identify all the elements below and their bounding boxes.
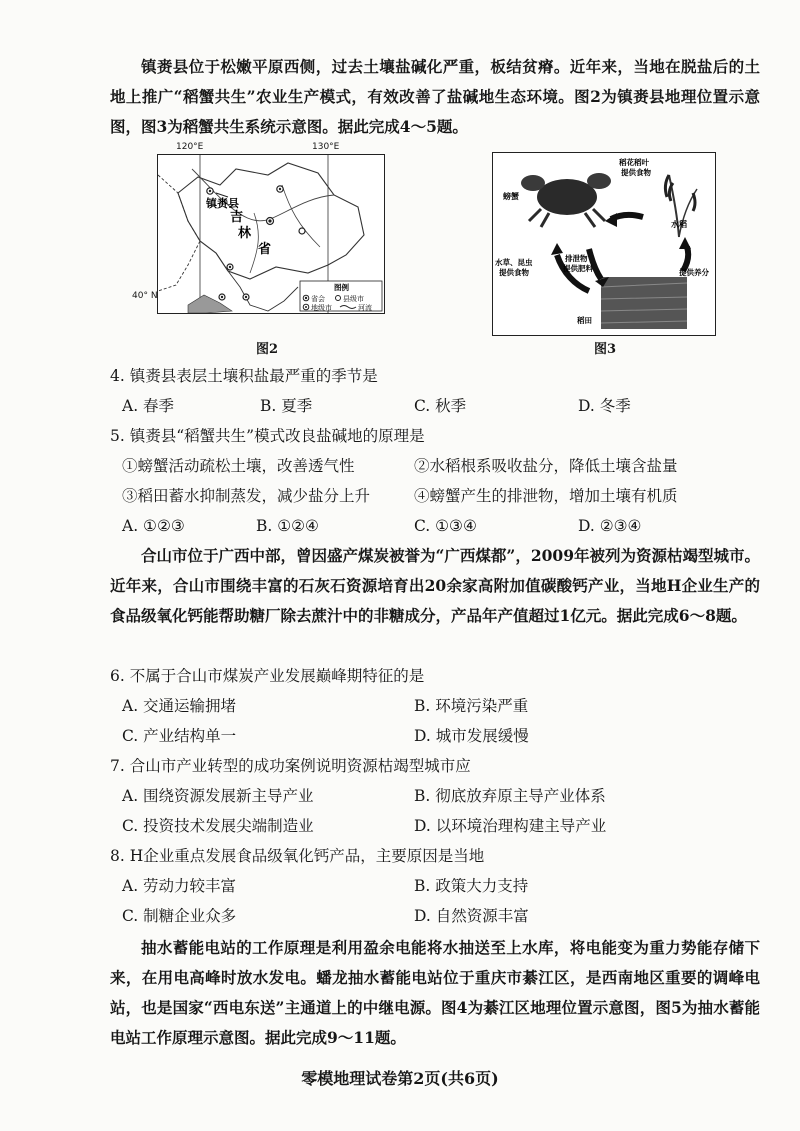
question-7-option-a[interactable]: A. 围绕资源发展新主导产业 [122, 787, 314, 805]
label-nutrients: 提供养分 [679, 268, 709, 277]
question-5-statement-3: ③稻田蓄水抑制蒸发，减少盐分上升 [122, 487, 371, 505]
question-6-option-b[interactable]: B. 环境污染严重 [414, 697, 529, 715]
question-6-stem: 6. 不属于合山市煤炭产业发展巅峰期特征的是 [110, 667, 425, 685]
question-7-stem: 7. 合山市产业转型的成功案例说明资源枯竭型城市应 [110, 757, 471, 775]
legend-county: 县级市 [343, 295, 364, 303]
question-5-option-d[interactable]: D. ②③④ [578, 517, 642, 535]
river-3 [282, 185, 320, 247]
legend-prefecture: 地级市 [311, 304, 332, 312]
question-5-option-a[interactable]: A. ①②③ [122, 517, 185, 535]
river-1 [192, 169, 334, 221]
question-8-stem: 8. H企业重点发展食品级氧化钙产品，主要原因是当地 [110, 847, 485, 865]
province-label-lin: 林 [238, 226, 252, 241]
county-label: 镇赉县 [206, 197, 239, 210]
question-4-option-a[interactable]: A. 春季 [122, 397, 175, 415]
label-rice-flower-food: 提供食物 [621, 168, 651, 177]
figure-3-rice-crab [492, 152, 716, 336]
province-label-ji: 吉 [230, 210, 244, 225]
map-drawing [158, 155, 384, 313]
province-label-sheng: 省 [258, 242, 272, 257]
question-4-option-b[interactable]: B. 夏季 [260, 397, 313, 415]
question-8-option-c[interactable]: C. 制糖企业众多 [122, 907, 237, 925]
question-7-option-b[interactable]: B. 彻底放弃原主导产业体系 [414, 787, 606, 805]
label-weeds-insects: 水草、昆虫 [495, 258, 533, 267]
question-5-stem: 5. 镇赉县“稻蟹共生”模式改良盐碱地的原理是 [110, 427, 425, 445]
lon-label-120: 120°E [176, 142, 204, 152]
question-5-option-b[interactable]: B. ①②④ [256, 517, 319, 535]
question-5-statement-1: ①螃蟹活动疏松土壤，改善透气性 [122, 457, 355, 475]
figure-2-map [157, 154, 385, 314]
question-4-stem: 4. 镇赉县表层土壤积盐最严重的季节是 [110, 367, 378, 385]
label-rice: 水稻 [671, 220, 687, 229]
legend-title: 图例 [334, 283, 349, 292]
label-fertilizer: 提供肥料 [563, 264, 593, 273]
legend-river: 河流 [358, 304, 372, 312]
question-6-option-a[interactable]: A. 交通运输拥堵 [122, 697, 237, 715]
question-6-option-c[interactable]: C. 产业结构单一 [122, 727, 237, 745]
question-4-option-d[interactable]: D. 冬季 [578, 397, 631, 415]
lat-label-40: 40° N [132, 291, 158, 301]
question-7-option-c[interactable]: C. 投资技术发展尖端制造业 [122, 817, 314, 835]
label-rice-flower: 稻花稻叶 [619, 158, 649, 167]
page-footer: 零模地理试卷第2页(共6页) [301, 1069, 499, 1088]
figure-3-caption: 图3 [594, 342, 617, 357]
label-crab: 螃蟹 [503, 192, 519, 201]
question-5-statement-2: ②水稻根系吸收盐分，降低土壤含盐量 [414, 457, 678, 475]
legend-capital: 省会 [311, 295, 325, 303]
question-5-option-c[interactable]: C. ①③④ [414, 517, 477, 535]
label-weeds-food: 提供食物 [499, 268, 529, 277]
city-marker [299, 228, 305, 234]
label-excrement: 排泄物 [565, 254, 588, 263]
lon-label-130: 130°E [312, 142, 340, 152]
liaoning-outline [216, 253, 298, 311]
question-7-option-d[interactable]: D. 以环境治理构建主导产业 [414, 817, 607, 835]
intro-paragraph-zhenlai: 镇赉县位于松嫩平原西侧，过去土壤盐碱化严重，板结贫瘠。近年来，当地在脱盐后的土地上推广“稻蟹共生”农业生产模式，有效改善了盐碱地生态环境。图2为镇赉县地理位置示意图，图3为稻蟹共生系统示意图。据此完成4～5题。 [110, 57, 760, 136]
question-8-option-a[interactable]: A. 劳动力较丰富 [122, 877, 237, 895]
label-paddy: 稻田 [577, 316, 592, 325]
question-6-option-d[interactable]: D. 城市发展缓慢 [414, 727, 529, 745]
intro-paragraph-pumped-storage: 抽水蓄能电站的工作原理是利用盈余电能将水抽送至上水库，将电能变为重力势能存储下来，在用电高峰时放水发电。蟠龙抽水蓄能电站位于重庆市綦江区，是西南地区重要的调峰电站，也是国家“西电东送”主通道上的中继电源。图4为綦江区地理位置示意图，图5为抽水蓄能电站工作原理示意图。据此完成9～11题。 [110, 938, 760, 1047]
crab-illustration [521, 173, 611, 227]
intro-paragraph-heshan: 合山市位于广西中部，曾因盛产煤炭被誉为“广西煤都”，2009年被列为资源枯竭型城市。近年来，合山市围绕丰富的石灰石资源培育出20余家高附加值碳酸钙产业，当地H企业生产的食品级氧化钙能帮助糖厂除去蔗汁中的非糖成分，产品年产值超过1亿元。据此完成6～8题。 [110, 546, 760, 625]
question-8-option-b[interactable]: B. 政策大力支持 [414, 877, 529, 895]
question-8-option-d[interactable]: D. 自然资源丰富 [414, 907, 529, 925]
question-4-option-c[interactable]: C. 秋季 [414, 397, 467, 415]
ecosystem-drawing [493, 153, 715, 335]
figure-2-caption: 图2 [256, 342, 279, 357]
question-5-statement-4: ④螃蟹产生的排泄物，增加土壤有机质 [414, 487, 678, 505]
